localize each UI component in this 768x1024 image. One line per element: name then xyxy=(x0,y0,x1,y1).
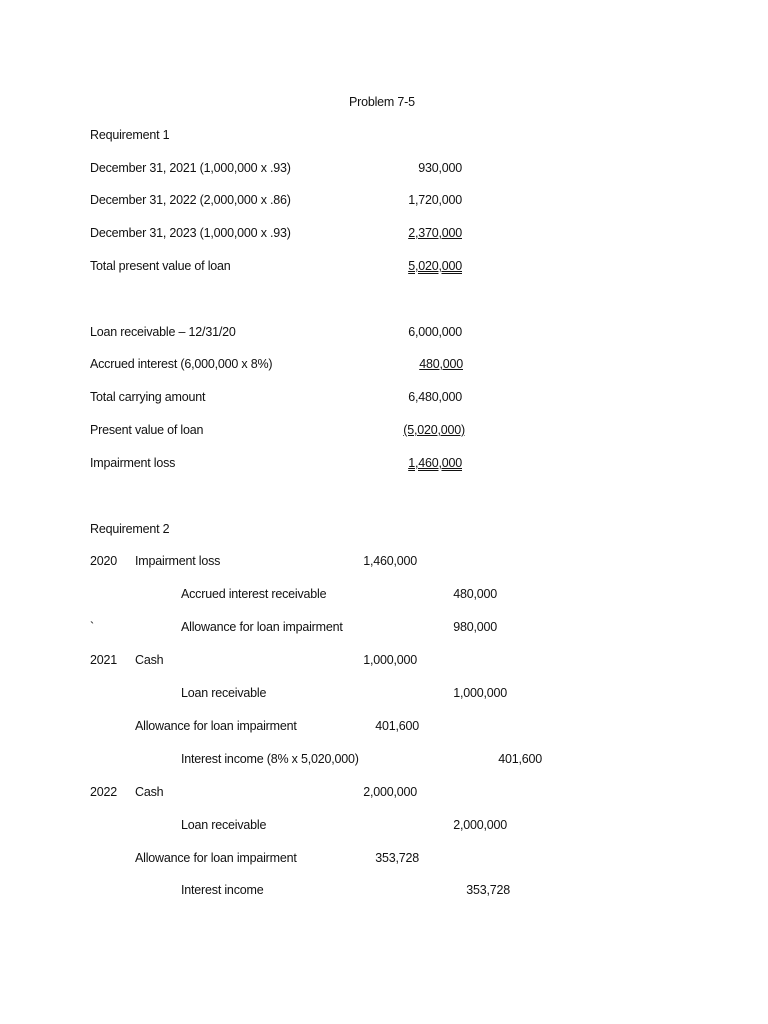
pv-row-amount: 1,720,000 xyxy=(408,193,462,207)
entry-debit: 401,600 xyxy=(375,719,419,733)
entry-year: ` xyxy=(90,620,94,634)
accrued-interest-label: Accrued interest (6,000,000 x 8%) xyxy=(90,357,273,371)
pv-row-label: December 31, 2022 (2,000,000 x .86) xyxy=(90,193,291,207)
accrued-interest-amount: 480,000 xyxy=(419,357,463,371)
total-pv-amount: 5,020,000 xyxy=(408,259,462,273)
impairment-loss-amount: 1,460,000 xyxy=(408,456,462,470)
entry-account: Allowance for loan impairment xyxy=(135,719,297,733)
entry-year: 2020 xyxy=(90,554,118,568)
total-carrying-amount: 6,480,000 xyxy=(408,390,462,404)
page-title: Problem 7-5 xyxy=(349,95,415,109)
entry-account: Interest income (8% x 5,020,000) xyxy=(181,752,359,766)
loan-receivable-label: Loan receivable – 12/31/20 xyxy=(90,325,236,339)
requirement-2-heading: Requirement 2 xyxy=(90,522,170,536)
total-pv-label: Total present value of loan xyxy=(90,259,231,273)
entry-credit: 1,000,000 xyxy=(453,686,507,700)
entry-account: Loan receivable xyxy=(181,686,267,700)
pv-row-label: December 31, 2023 (1,000,000 x .93) xyxy=(90,226,291,240)
entry-debit: 1,000,000 xyxy=(363,653,417,667)
impairment-loss-label: Impairment loss xyxy=(90,456,176,470)
entry-credit: 401,600 xyxy=(498,752,542,766)
entry-account: Cash xyxy=(135,653,164,667)
pv-of-loan-label: Present value of loan xyxy=(90,423,204,437)
total-carrying-label: Total carrying amount xyxy=(90,390,206,404)
entry-account: Allowance for loan impairment xyxy=(181,620,343,634)
entry-credit: 980,000 xyxy=(453,620,497,634)
entry-debit: 353,728 xyxy=(375,851,419,865)
entry-year: 2022 xyxy=(90,785,118,799)
entry-credit: 353,728 xyxy=(466,883,510,897)
entry-credit: 480,000 xyxy=(453,587,497,601)
entry-year: 2021 xyxy=(90,653,118,667)
requirement-1-heading: Requirement 1 xyxy=(90,128,170,142)
loan-receivable-amount: 6,000,000 xyxy=(408,325,462,339)
entry-account: Interest income xyxy=(181,883,264,897)
entry-credit: 2,000,000 xyxy=(453,818,507,832)
entry-account: Accrued interest receivable xyxy=(181,587,327,601)
entry-account: Allowance for loan impairment xyxy=(135,851,297,865)
entry-account: Loan receivable xyxy=(181,818,267,832)
pv-row-label: December 31, 2021 (1,000,000 x .93) xyxy=(90,161,291,175)
entry-debit: 2,000,000 xyxy=(363,785,417,799)
entry-account: Impairment loss xyxy=(135,554,221,568)
pv-of-loan-amount: (5,020,000) xyxy=(403,423,465,437)
pv-row-amount: 930,000 xyxy=(418,161,462,175)
entry-debit: 1,460,000 xyxy=(363,554,417,568)
pv-row-amount: 2,370,000 xyxy=(408,226,462,240)
entry-account: Cash xyxy=(135,785,164,799)
